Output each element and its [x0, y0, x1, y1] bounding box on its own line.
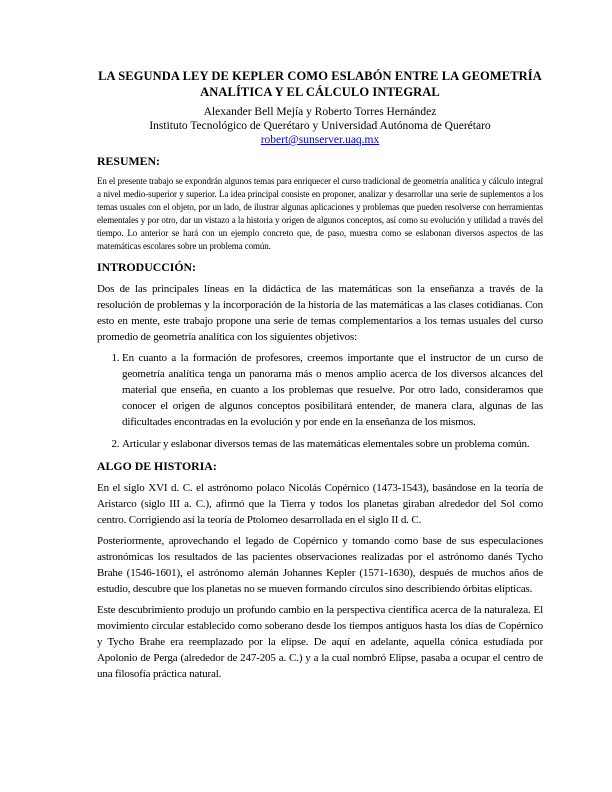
section-heading-resumen: RESUMEN: — [97, 154, 160, 168]
objective-item-2: 2. Articular y eslabonar diversos temas de las matemáticas elementales sobre un problema común. — [122, 436, 543, 452]
affiliation-line: Instituto Tecnológico de Querétaro y Universidad Autónoma de Querétaro — [149, 120, 491, 132]
email-link[interactable]: robert@sunserver.uaq.mx — [260, 134, 380, 146]
abstract-paragraph: En el presente trabajo se expondrán algunos temas para enriquecer el curso tradicional de geometría analítica y cálculo integral a nivel medio-superior y superior. La idea principal consiste en proponer, analizar y desarrollar una serie de suplementos a los temas usuales con el objeto, por un lado, de ilustrar algunas aplicaciones y problemas que pueden resolverse con herramientas elementales y por otro, dar un vistazo a la historia y origen de algunos conceptos, así como su evolución y utilidad a través del tiempo. Lo anterior se hará con un ejemplo concreto que, de paso, muestra como se eslabonan diversos aspectos de las matemáticas escolares sobre un problema común. — [97, 176, 543, 251]
email-line — [97, 133, 543, 147]
history-paragraph-2: Posteriormente, aprovechando el legado de Copérnico y tomando como base de sus especulaciones astronómicas los resultados de las pacientes observaciones realizadas por el astrónomo danés Tycho Brahe (1546-1601), el astrónomo alemán Johannes Kepler (1571-1630), después de muchos años de estudio, descubre que los planetas no se mueven formando círculos sino describiendo órbitas elípticas. — [97, 535, 543, 595]
objective-item-1: 1. En cuanto a la formación de profesores, creemos importante que el instructor de un curso de geometría analítica tenga un panorama más o menos amplio acerca de los diversos alcances del material que enseña, en cuanto a los problemas que resuelve. Por otro lado, consideramos que conocer el origen de algunos conceptos posibilitará entender, de manera clara, algunas de las dificultades encontradas en la evolución y por ende en la enseñanza de los mismos. — [122, 350, 543, 430]
history-paragraph-3: Este descubrimiento produjo un profundo cambio en la perspectiva científica acerca de la naturaleza. El movimiento circular establecido como soberano desde los tiempos antiguos hasta los días de Copérnico y Tycho Brahe era reemplazado por la elipse. De aquí en adelante, aquella cónica estudiada por Apolonio de Perga (alrededor de 247-205 a. C.) y a la cual nombró Elipse, pasaba a ocupar el centro de una filosofía práctica natural. — [97, 604, 543, 680]
section-heading-historia: ALGO DE HISTORIA: — [97, 459, 217, 473]
paper-title: LA SEGUNDA LEY DE KEPLER COMO ESLABÓN ENTRE LA GEOMETRÍA ANALÍTICA Y EL CÁLCULO INTEGRAL — [98, 69, 542, 99]
objectives-list — [97, 350, 543, 452]
authors-line: Alexander Bell Mejía y Roberto Torres Hernández — [203, 106, 437, 118]
history-paragraph-1: En el siglo XVI d. C. el astrónomo polaco Nicolás Copérnico (1473-1543), basándose en la teoría de Aristarco (siglo III a. C.), afirmó que la Tierra y todos los planetas giraban alrededor del Sol como centro. Corrigiendo así la teoría de Ptolomeo desarrollada en el siglo II d. C. — [97, 482, 543, 526]
intro-paragraph: Dos de las principales líneas en la didáctica de las matemáticas son la enseñanza a través de la resolución de problemas y la incorporación de la historia de las matemáticas a las clases cotidianas. Con esto en mente, este trabajo propone una serie de temas complementarios a los temas usuales del curso promedio de geometría analítica con los siguientes objetivos: — [97, 283, 543, 343]
section-heading-introduccion: INTRODUCCIÓN: — [97, 260, 196, 274]
